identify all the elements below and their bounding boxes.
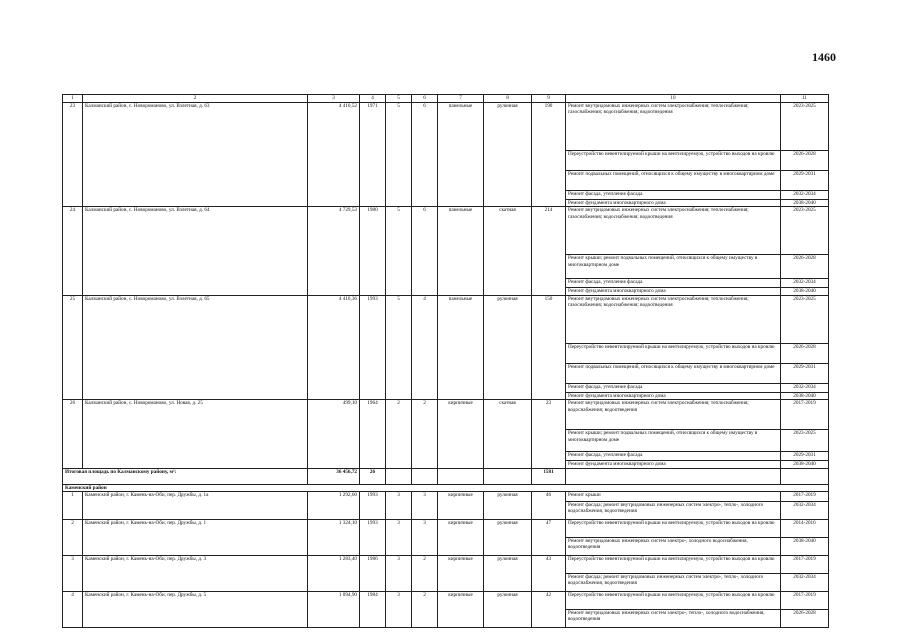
building-entrances: 3 bbox=[412, 492, 438, 520]
repair-work: Переустройство невентилируемой крыши на вентилируемую, устройство выходов на кровлю bbox=[566, 343, 781, 363]
table-row bbox=[63, 556, 829, 574]
building-number: 2 bbox=[63, 520, 83, 556]
table-row bbox=[63, 103, 829, 151]
repair-work: Переустройство невентилируемой крыши на вентилируемую, устройство выходов на кровлю bbox=[566, 151, 781, 171]
total-label: Итоговая площадь по Калманскому району, м²: bbox=[63, 468, 308, 484]
repair-period: 2038-2040 bbox=[781, 288, 829, 295]
building-address: Каменский район, г. Камень-на-Оби, пер. Дружбы, д. 1а bbox=[83, 492, 308, 520]
table-row bbox=[63, 400, 829, 430]
building-entrances: 2 bbox=[412, 556, 438, 592]
building-area: 4 410,36 bbox=[308, 295, 360, 399]
wall-material: кирпичные bbox=[438, 520, 484, 556]
column-number: 9 bbox=[532, 95, 566, 103]
total-residents: 1581 bbox=[532, 468, 566, 484]
repair-work: Ремонт фундамента многоквартирного дома bbox=[566, 288, 781, 295]
repair-period: 2038-2040 bbox=[781, 200, 829, 207]
building-area: 1 094,90 bbox=[308, 592, 360, 628]
repair-period: 2038-2040 bbox=[781, 392, 829, 399]
wall-material: панельные bbox=[438, 103, 484, 207]
total-count: 26 bbox=[360, 468, 386, 484]
repair-period: 2032-2034 bbox=[781, 574, 829, 592]
repair-work: Ремонт внутридомовых инженерных систем электроснабжения; теплоснабжения; газоснабжения; водоснабжения; водоотведения bbox=[566, 207, 781, 255]
empty-cell bbox=[438, 468, 484, 484]
repair-work: Переустройство невентилируемой крыши на вентилируемую, устройство выходов на кровлю bbox=[566, 520, 781, 538]
repair-period: 2026-2028 bbox=[781, 610, 829, 628]
repair-work: Ремонт фасада, утепление фасада bbox=[566, 279, 781, 288]
residents-count: 46 bbox=[532, 492, 566, 520]
column-number: 2 bbox=[83, 95, 308, 103]
repair-work: Ремонт крыши; ремонт подвальных помещений, относящихся к общему имуществу в многоквартирном доме bbox=[566, 430, 781, 452]
roof-type: рулонная bbox=[484, 103, 532, 207]
column-number-row bbox=[63, 95, 829, 103]
building-year: 1993 bbox=[360, 295, 386, 399]
repair-work: Переустройство невентилируемой крыши на вентилируемую, устройство выходов на кровлю bbox=[566, 556, 781, 574]
building-entrances: 2 bbox=[412, 400, 438, 468]
total-area: 36 456,72 bbox=[308, 468, 360, 484]
table-row bbox=[63, 492, 829, 502]
building-floors: 5 bbox=[386, 295, 412, 399]
repair-work: Ремонт подвальных помещений, относящихся к общему имуществу в многоквартирном доме bbox=[566, 171, 781, 191]
repair-work: Ремонт фасада, утепление фасада bbox=[566, 191, 781, 200]
repair-period: 2023-2025 bbox=[781, 207, 829, 255]
building-floors: 3 bbox=[386, 592, 412, 628]
district-row bbox=[63, 484, 829, 491]
building-area: 1 324,10 bbox=[308, 520, 360, 556]
building-floors: 5 bbox=[386, 103, 412, 207]
column-number: 3 bbox=[308, 95, 360, 103]
repair-period: 2029-2031 bbox=[781, 363, 829, 383]
repair-period: 2023-2025 bbox=[781, 430, 829, 452]
repair-period: 2023-2025 bbox=[781, 103, 829, 151]
building-entrances: 6 bbox=[412, 103, 438, 207]
empty-cell bbox=[412, 468, 438, 484]
repair-period: 2017-2019 bbox=[781, 592, 829, 610]
residents-count: 150 bbox=[532, 295, 566, 399]
roof-type: рулонная bbox=[484, 295, 532, 399]
building-year: 1986 bbox=[360, 556, 386, 592]
column-number: 11 bbox=[781, 95, 829, 103]
building-number: 25 bbox=[63, 295, 83, 399]
repair-work: Ремонт внутридомовых инженерных систем электро-, холодного водоснабжения, водоотведения bbox=[566, 538, 781, 556]
wall-material: кирпичные bbox=[438, 492, 484, 520]
repair-period: 2026-2028 bbox=[781, 255, 829, 279]
table-row bbox=[63, 295, 829, 343]
repair-work: Ремонт крыши; ремонт подвальных помещений, относящихся к общему имуществу в многоквартирном доме bbox=[566, 255, 781, 279]
building-address: Калманский район, с. Новороманово, ул. Взлетная, д. 63 bbox=[83, 103, 308, 207]
building-entrances: 3 bbox=[412, 520, 438, 556]
repair-work: Ремонт внутридомовых инженерных систем электроснабжения; теплоснабжения; газоснабжения; водоснабжения; водоотведения bbox=[566, 103, 781, 151]
repair-work: Ремонт фундамента многоквартирного дома bbox=[566, 392, 781, 399]
building-floors: 5 bbox=[386, 207, 412, 295]
repair-work: Ремонт фасада; ремонт внутридомовых инженерных систем электро-, тепло-, холодного водоснабжения, водоотведения bbox=[566, 502, 781, 520]
table-row bbox=[63, 592, 829, 610]
repair-work: Переустройство невентилируемой крыши на вентилируемую, устройство выходов на кровлю bbox=[566, 592, 781, 610]
building-area: 4 410,52 bbox=[308, 103, 360, 207]
building-floors: 3 bbox=[386, 492, 412, 520]
district-name: Каменский район bbox=[63, 484, 829, 491]
repair-period: 2032-2034 bbox=[781, 279, 829, 288]
page-number: 1460 bbox=[812, 50, 836, 64]
total-row bbox=[63, 468, 829, 484]
empty-cell bbox=[781, 468, 829, 484]
column-number: 4 bbox=[360, 95, 386, 103]
building-number: 4 bbox=[63, 592, 83, 628]
repair-work: Ремонт внутридомовых инженерных систем электро-, тепло-, холодного водоснабжения, водоотведения bbox=[566, 610, 781, 628]
table-row bbox=[63, 207, 829, 255]
repair-period: 2017-2019 bbox=[781, 492, 829, 502]
repair-period: 2032-2034 bbox=[781, 383, 829, 392]
building-year: 1980 bbox=[360, 207, 386, 295]
residents-count: 42 bbox=[532, 592, 566, 628]
building-number: 1 bbox=[63, 492, 83, 520]
building-year: 1984 bbox=[360, 592, 386, 628]
building-address: Каменский район, г. Камень-на-Оби, пер. Дружбы, д. 1 bbox=[83, 520, 308, 556]
repair-work: Ремонт крыши bbox=[566, 492, 781, 502]
building-number: 3 bbox=[63, 556, 83, 592]
building-number: 24 bbox=[63, 207, 83, 295]
building-entrances: 4 bbox=[412, 295, 438, 399]
repair-period: 2029-2031 bbox=[781, 452, 829, 461]
repair-work: Ремонт фундамента многоквартирного дома bbox=[566, 461, 781, 468]
empty-cell bbox=[566, 468, 781, 484]
residents-count: 190 bbox=[532, 103, 566, 207]
column-number: 1 bbox=[63, 95, 83, 103]
building-area: 4 729,53 bbox=[308, 207, 360, 295]
column-number: 7 bbox=[438, 95, 484, 103]
repair-work: Ремонт фасада; ремонт внутридомовых инженерных систем электро-, тепло-, холодного водоснабжения, водоотведения bbox=[566, 574, 781, 592]
repair-work: Ремонт фасада, утепление фасада bbox=[566, 452, 781, 461]
residents-count: 47 bbox=[532, 520, 566, 556]
repair-work: Ремонт подвальных помещений, относящихся к общему имуществу в многоквартирном доме bbox=[566, 363, 781, 383]
capital-repair-table bbox=[62, 94, 829, 628]
repair-work: Ремонт фундамента многоквартирного дома bbox=[566, 200, 781, 207]
roof-type: рулонная bbox=[484, 556, 532, 592]
building-area: 1 292,60 bbox=[308, 492, 360, 520]
column-number: 5 bbox=[386, 95, 412, 103]
wall-material: кирпичные bbox=[438, 400, 484, 468]
building-address: Каменский район, г. Камень-на-Оби, пер. Дружбы, д. 5 bbox=[83, 592, 308, 628]
column-number: 10 bbox=[566, 95, 781, 103]
building-floors: 3 bbox=[386, 520, 412, 556]
building-number: 26 bbox=[63, 400, 83, 468]
building-floors: 2 bbox=[386, 400, 412, 468]
residents-count: 214 bbox=[532, 207, 566, 295]
building-area: 1 283,40 bbox=[308, 556, 360, 592]
repair-work: Ремонт внутридомовых инженерных систем электроснабжения; теплоснабжения; газоснабжения; водоснабжения; водоотведения bbox=[566, 295, 781, 343]
building-number: 23 bbox=[63, 103, 83, 207]
empty-cell bbox=[484, 468, 532, 484]
repair-period: 2026-2028 bbox=[781, 151, 829, 171]
roof-type: рулонная bbox=[484, 492, 532, 520]
residents-count: 23 bbox=[532, 400, 566, 468]
repair-period: 2029-2031 bbox=[781, 171, 829, 191]
repair-period: 2017-2019 bbox=[781, 556, 829, 574]
wall-material: кирпичные bbox=[438, 556, 484, 592]
repair-period: 2026-2028 bbox=[781, 343, 829, 363]
repair-period: 2038-2040 bbox=[781, 461, 829, 468]
building-year: 1993 bbox=[360, 520, 386, 556]
building-floors: 3 bbox=[386, 556, 412, 592]
repair-period: 2023-2025 bbox=[781, 295, 829, 343]
repair-work: Ремонт внутридомовых инженерных систем электроснабжения; теплоснабжения; водоснабжения; водоотведения bbox=[566, 400, 781, 430]
building-year: 1964 bbox=[360, 400, 386, 468]
building-address: Калманский район, с. Новороманово, ул. Взлетная, д. 64 bbox=[83, 207, 308, 295]
table-row bbox=[63, 520, 829, 538]
repair-work: Ремонт фасада, утепление фасада bbox=[566, 383, 781, 392]
repair-period: 2014-2016 bbox=[781, 520, 829, 538]
repair-period: 2032-2034 bbox=[781, 191, 829, 200]
building-entrances: 2 bbox=[412, 592, 438, 628]
repair-period: 2038-2040 bbox=[781, 538, 829, 556]
roof-type: рулонная bbox=[484, 592, 532, 628]
column-number: 8 bbox=[484, 95, 532, 103]
building-address: Калманский район, с. Новороманово, ул. Взлетная, д. 65 bbox=[83, 295, 308, 399]
roof-type: скатная bbox=[484, 400, 532, 468]
repair-period: 2017-2019 bbox=[781, 400, 829, 430]
wall-material: панельные bbox=[438, 295, 484, 399]
building-year: 1971 bbox=[360, 103, 386, 207]
building-address: Калманский район, с. Новороманово, ул. Новая, д. 25 bbox=[83, 400, 308, 468]
building-address: Каменский район, г. Камень-на-Оби, пер. Дружбы, д. 3 bbox=[83, 556, 308, 592]
column-number: 6 bbox=[412, 95, 438, 103]
residents-count: 43 bbox=[532, 556, 566, 592]
wall-material: панельные bbox=[438, 207, 484, 295]
repair-period: 2032-2034 bbox=[781, 502, 829, 520]
building-entrances: 6 bbox=[412, 207, 438, 295]
building-year: 1993 bbox=[360, 492, 386, 520]
building-area: 499,10 bbox=[308, 400, 360, 468]
roof-type: скатная bbox=[484, 207, 532, 295]
roof-type: рулонная bbox=[484, 520, 532, 556]
wall-material: кирпичные bbox=[438, 592, 484, 628]
empty-cell bbox=[386, 468, 412, 484]
